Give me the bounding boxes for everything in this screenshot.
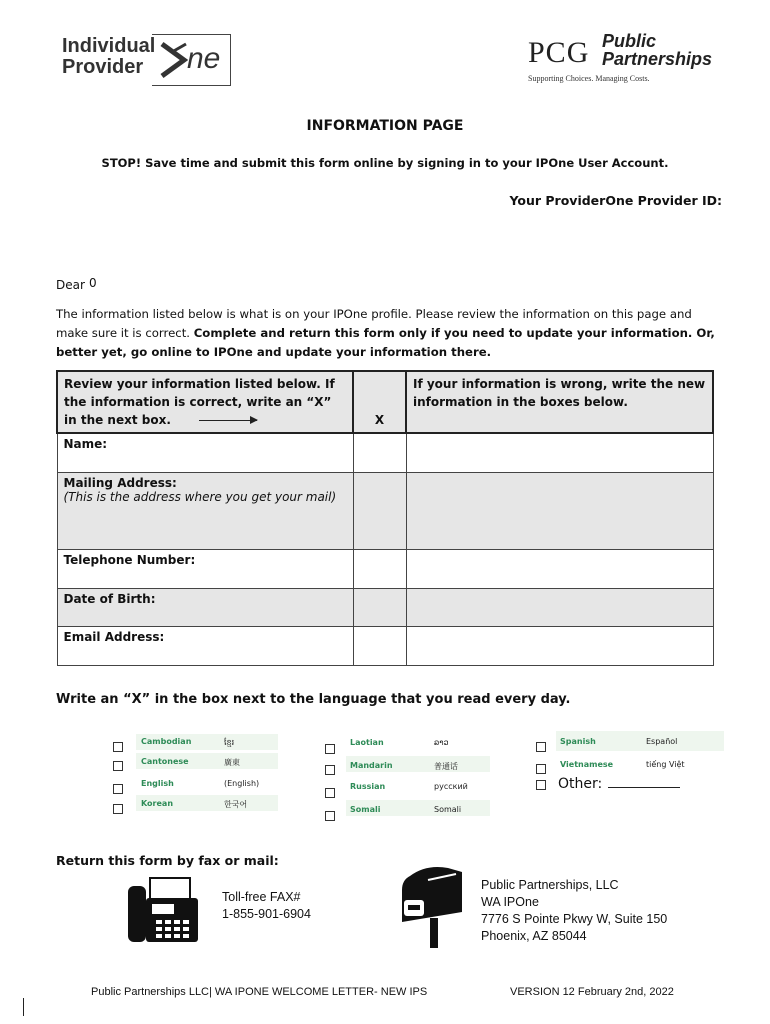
language-native: 한국어 xyxy=(224,800,248,809)
fax-machine-icon xyxy=(126,876,200,944)
mailing-address xyxy=(481,877,667,945)
fax-label: Toll-free FAX# xyxy=(222,890,301,904)
address-line: Public Partnerships, LLC xyxy=(481,878,619,892)
checkbox-spanish[interactable] xyxy=(536,742,546,752)
language-native: ລາວ xyxy=(434,738,449,747)
pcg-line-1: Public xyxy=(602,31,657,51)
language-name: Somali xyxy=(350,805,381,814)
fax-info xyxy=(222,889,311,923)
language-native: 普通话 xyxy=(434,762,458,771)
languages-heading: Write an “X” in the box next to the language that you read every day. xyxy=(56,692,571,707)
row-label-text: Date of Birth: xyxy=(63,591,156,606)
language-name: Laotian xyxy=(350,738,384,747)
text-cursor xyxy=(23,998,24,1016)
language-native: 廣東 xyxy=(224,758,240,767)
header-correction: If your information is wrong, write the new information in the boxes below. xyxy=(406,371,713,433)
row-label-text: Email Address: xyxy=(63,629,165,644)
checkbox-cantonese[interactable] xyxy=(113,761,123,771)
dear-value: 0 xyxy=(89,276,97,290)
checkbox-cambodian[interactable] xyxy=(113,742,123,752)
footer-right: VERSION 12 February 2nd, 2022 xyxy=(510,986,674,998)
intro-bold: Complete and return this form only if you need to update your information. Or, better yet, go online to IPOne and update your information there. xyxy=(56,326,715,359)
checkbox-other[interactable] xyxy=(536,780,546,790)
logo-line-2: Provider xyxy=(62,56,144,78)
address-line: 7776 S Pointe Pkwy W, Suite 150 xyxy=(481,912,668,926)
checkbox-mandarin[interactable] xyxy=(325,765,335,775)
row-label-text: Name: xyxy=(63,437,108,451)
footer-left: Public Partnerships LLC| WA IPONE WELCOME LETTER- NEW IPS xyxy=(91,986,428,998)
language-native: ខ្មែរ xyxy=(224,738,235,747)
dear-label: Dear xyxy=(56,278,85,292)
provider-id-label: Your ProviderOne Provider ID: xyxy=(509,193,722,208)
page-title: INFORMATION PAGE xyxy=(306,118,464,134)
language-name: Spanish xyxy=(560,737,596,746)
header-review-text: Review your information listed below. If the information is correct, write an “X” in the next box. xyxy=(64,377,335,427)
language-native: Español xyxy=(646,737,678,746)
logo-line-1: Individual xyxy=(62,35,156,57)
other-input-line[interactable] xyxy=(608,787,680,788)
fax-number: 1-855-901-6904 xyxy=(222,907,311,921)
row-label-sub: (This is the address where you get your mail) xyxy=(63,489,337,504)
language-native: (English) xyxy=(224,779,260,788)
stop-notice: STOP! Save time and submit this form online by signing in to your IPOne User Account. xyxy=(101,156,669,170)
language-native: русский xyxy=(434,782,468,791)
pcg-tagline: Supporting Choices. Managing Costs. xyxy=(528,74,650,83)
checkbox-laotian[interactable] xyxy=(325,744,335,754)
language-name: Cambodian xyxy=(141,737,192,746)
return-heading: Return this form by fax or mail: xyxy=(56,853,279,868)
checkbox-korean[interactable] xyxy=(113,804,123,814)
address-line: Phoenix, AZ 85044 xyxy=(481,929,587,943)
intro-plain: The information listed below is what is on your IPOne profile. Please review the information on this page and make sure it is correct. xyxy=(56,307,692,340)
header-x: X xyxy=(353,371,406,433)
language-name: English xyxy=(141,779,174,788)
language-name: Korean xyxy=(141,799,174,808)
checkbox-english[interactable] xyxy=(113,784,123,794)
other-label: Other: xyxy=(558,776,603,792)
language-name: Vietnamese xyxy=(560,760,614,769)
other-language xyxy=(558,776,680,792)
language-name: Mandarin xyxy=(350,761,393,770)
row-label-text: Mailing Address: xyxy=(63,475,177,490)
language-name: Cantonese xyxy=(141,757,189,766)
mailbox-icon xyxy=(396,860,464,950)
language-name: Russian xyxy=(350,782,386,791)
pcg-line-2: Partnerships xyxy=(602,49,713,69)
checkbox-somali[interactable] xyxy=(325,811,335,821)
checkbox-russian[interactable] xyxy=(325,788,335,798)
language-native: tiếng Việt xyxy=(646,760,685,769)
logo-one-text: ne xyxy=(187,42,221,75)
row-label-text: Telephone Number: xyxy=(63,552,196,567)
pcg-letters: PCG xyxy=(528,36,590,69)
checkbox-vietnamese[interactable] xyxy=(536,764,546,774)
language-native: Somali xyxy=(434,805,462,814)
address-line: WA IPOne xyxy=(481,895,539,909)
